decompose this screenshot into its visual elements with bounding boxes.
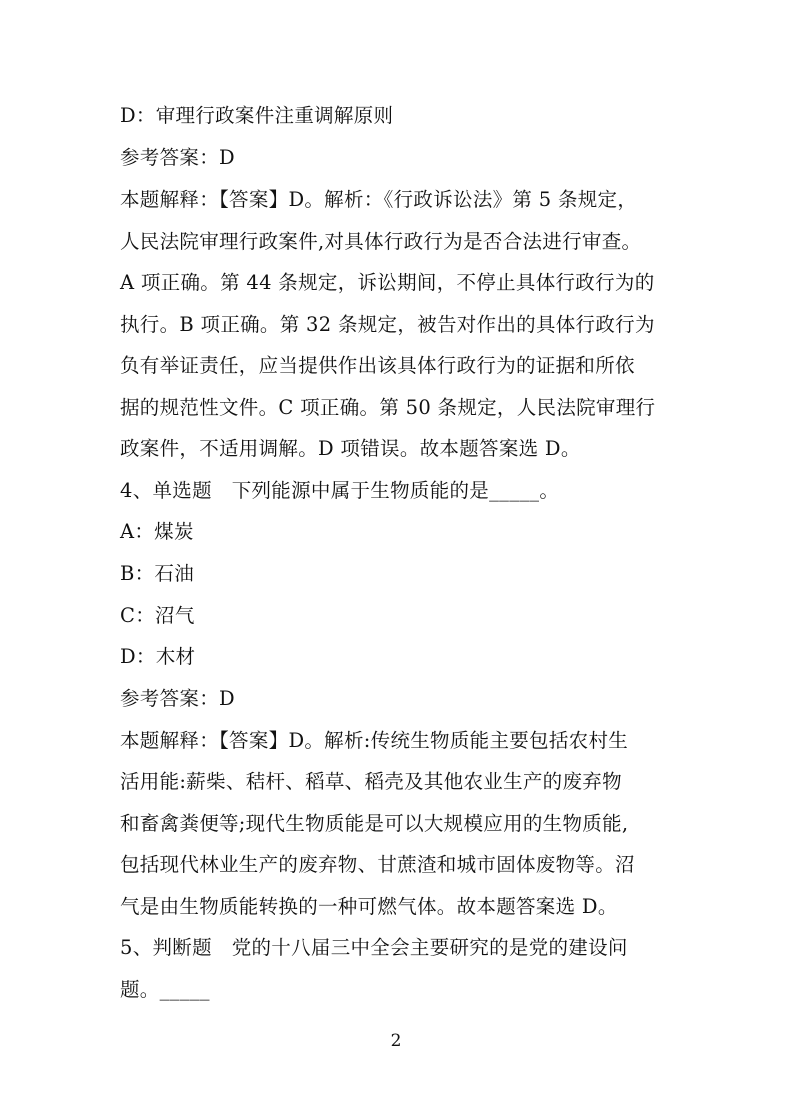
question-5-line-1: 5、判断题 党的十八届三中全会主要研究的是党的建设问	[120, 936, 628, 959]
option-b-q4: B：石油	[120, 562, 195, 585]
option-c-q4: C：沼气	[120, 604, 195, 627]
explanation-q4-line-2: 活用能:薪柴、秸杆、稻草、稻壳及其他农业生产的废弃物	[120, 770, 622, 793]
explanation-q3-line-3: A 项正确。第 44 条规定，诉讼期间，不停止具体行政行为的	[120, 271, 655, 294]
explanation-q3-line-5: 负有举证责任，应当提供作出该具体行政行为的证据和所依	[120, 354, 635, 377]
explanation-q4-line-5: 气是由生物质能转换的一种可燃气体。故本题答案选 D。	[120, 895, 618, 918]
explanation-q3-line-1: 本题解释：【答案】D。解析：《行政诉讼法》第 5 条规定，	[120, 188, 638, 211]
option-d-q3: D：审理行政案件注重调解原则	[120, 104, 394, 127]
explanation-q3-line-4: 执行。B 项正确。第 32 条规定，被告对作出的具体行政行为	[120, 313, 655, 336]
question-4: 4、单选题 下列能源中属于生物质能的是_____。	[120, 479, 560, 502]
answer-q3: 参考答案：D	[120, 146, 235, 169]
explanation-q4-line-1: 本题解释：【答案】D。解析:传统生物质能主要包括农村生	[120, 729, 629, 752]
question-5-line-2: 题。_____	[120, 978, 210, 1001]
explanation-q4-line-4: 包括现代林业生产的废弃物、甘蔗渣和城市固体废物等。沼	[120, 853, 635, 876]
explanation-q4-line-3: 和畜禽粪便等;现代生物质能是可以大规模应用的生物质能,	[120, 812, 629, 835]
option-d-q4: D：木材	[120, 645, 196, 668]
option-a-q4: A：煤炭	[120, 520, 194, 543]
explanation-q3-line-2: 人民法院审理行政案件,对具体行政行为是否合法进行审查。	[120, 230, 642, 253]
explanation-q3-line-6: 据的规范性文件。C 项正确。第 50 条规定，人民法院审理行	[120, 396, 656, 419]
explanation-q3-line-7: 政案件，不适用调解。D 项错误。故本题答案选 D。	[120, 437, 581, 460]
answer-q4: 参考答案：D	[120, 687, 235, 710]
page-number: 2	[390, 1031, 402, 1051]
